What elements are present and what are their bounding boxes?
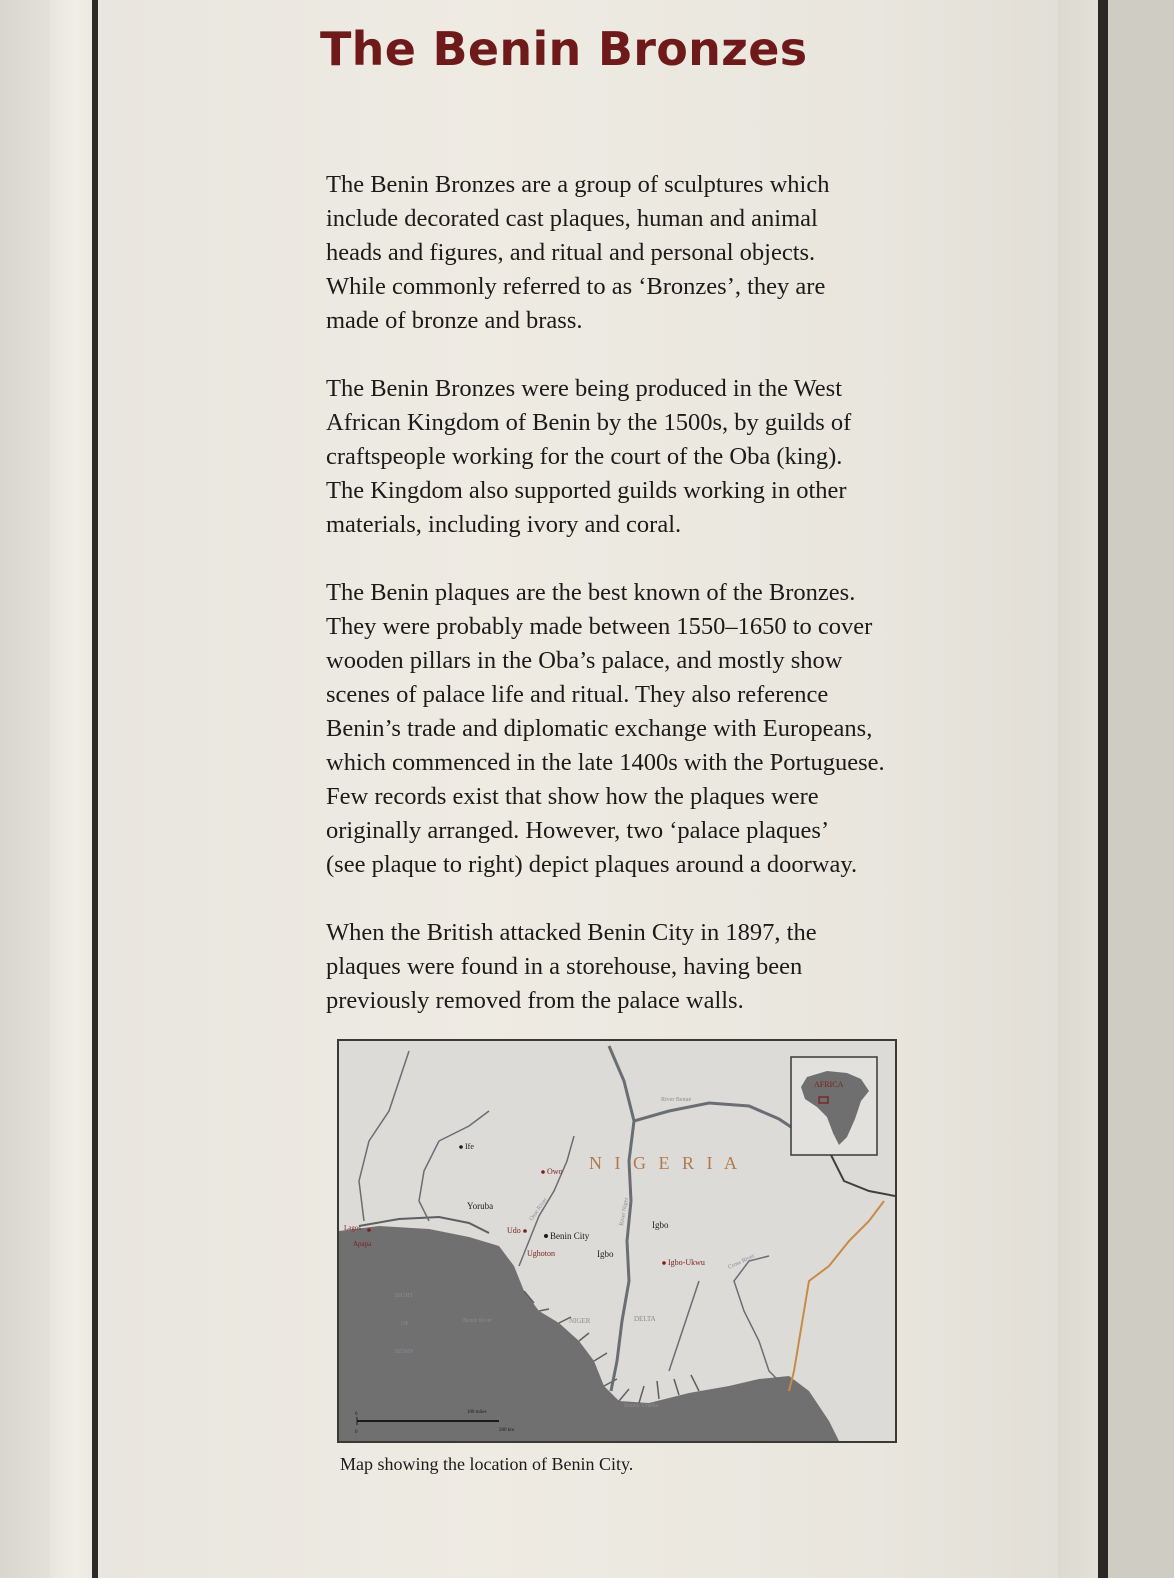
text-line: wooden pillars in the Oba’s palace, and mostly show xyxy=(326,647,843,674)
frame-edge-right xyxy=(1058,0,1098,1578)
text-line: The Benin Bronzes are a group of sculptures which xyxy=(326,171,830,198)
text-line: originally arranged. However, two ‘palace plaques’ xyxy=(326,817,830,844)
place-igbo-ukwu: Igbo-Ukwu xyxy=(668,1258,705,1267)
inset-label: AFRICA xyxy=(814,1080,844,1089)
text-line: materials, including ivory and coral. xyxy=(326,511,682,538)
label-river-benue: River Benue xyxy=(661,1097,692,1103)
text-line: craftspeople working for the court of the Oba (king). xyxy=(326,443,843,470)
place-apapa: Apapa xyxy=(353,1240,372,1248)
text-line: which commenced in the late 1400s with the Portuguese. xyxy=(326,749,885,776)
text-line: African Kingdom of Benin by the 1500s, by guilds of xyxy=(326,409,852,436)
text-line: Benin’s trade and diplomatic exchange with Europeans, xyxy=(326,715,873,742)
label-cross-river: Cross River xyxy=(727,1253,756,1271)
border-line xyxy=(789,1201,884,1391)
scale-zero-top: 0 xyxy=(355,1412,358,1417)
text-line: The Benin plaques are the best known of the Bronzes. xyxy=(326,579,856,606)
text-line: made of bronze and brass. xyxy=(326,307,583,334)
place-owo: Owo xyxy=(547,1167,563,1176)
region-yoruba: Yoruba xyxy=(467,1201,494,1211)
river-cross-path xyxy=(734,1256,779,1381)
paragraph-2 xyxy=(326,372,966,542)
paragraph-1 xyxy=(326,168,966,338)
frame-edge-left xyxy=(50,0,92,1578)
place-ife: Ife xyxy=(465,1142,474,1151)
label-bonny-creeks: Bonny Creeks xyxy=(624,1403,659,1409)
place-dot-igbo-ukwu xyxy=(662,1261,666,1265)
place-dot-ife xyxy=(459,1145,463,1149)
country-label: N I G E R I A xyxy=(589,1153,741,1173)
river-tributary-west xyxy=(359,1051,409,1221)
text-line: The Kingdom also supported guilds working in other xyxy=(326,477,847,504)
label-bight-1: BIGHT xyxy=(395,1293,414,1299)
place-udo: Udo xyxy=(507,1226,521,1235)
wall-right xyxy=(1108,0,1174,1578)
place-dot-udo xyxy=(523,1229,527,1233)
region-igbo-west: Igbo xyxy=(597,1249,614,1259)
wall-left xyxy=(0,0,50,1578)
place-dot-benin-city xyxy=(544,1234,548,1238)
label-bight-2: OF xyxy=(401,1321,409,1327)
label-osse-river: Osse River xyxy=(528,1196,549,1223)
text-line: When the British attacked Benin City in 1897, the xyxy=(326,919,817,946)
frame-line-right xyxy=(1098,0,1108,1578)
map-svg xyxy=(339,1041,895,1441)
river-benue-path xyxy=(634,1103,794,1129)
panel-body xyxy=(326,168,966,1052)
scale-miles: 100 miles xyxy=(467,1410,487,1415)
text-line: scenes of palace life and ritual. They also reference xyxy=(326,681,829,708)
text-line: previously removed from the palace walls. xyxy=(326,987,744,1014)
place-ughoton: Ughoton xyxy=(527,1249,555,1258)
river-east-tributary xyxy=(669,1281,699,1371)
place-dot-owo xyxy=(541,1170,545,1174)
text-line: include decorated cast plaques, human and animal xyxy=(326,205,818,232)
label-benin-river: Benin River xyxy=(463,1318,493,1324)
map-caption: Map showing the location of Benin City. xyxy=(340,1454,634,1474)
text-line: Few records exist that show how the plaques were xyxy=(326,783,819,810)
label-delta-region: DELTA xyxy=(634,1315,656,1323)
place-benin-city: Benin City xyxy=(550,1231,590,1241)
text-line: plaques were found in a storehouse, having been xyxy=(326,953,803,980)
label-niger-region: NIGER xyxy=(569,1317,591,1325)
label-river-niger: River Niger xyxy=(619,1197,630,1227)
text-line: heads and figures, and ritual and personal objects. xyxy=(326,239,816,266)
scale-zero-bottom: 0 xyxy=(355,1430,358,1435)
place-dot-lagos xyxy=(367,1228,371,1232)
text-line: The Benin Bronzes were being produced in the West xyxy=(326,375,843,402)
label-bight-3: BENIN xyxy=(395,1349,414,1355)
region-igbo-east: Igbo xyxy=(652,1220,669,1230)
text-line: (see plaque to right) depict plaques around a doorway. xyxy=(326,851,858,878)
text-line: They were probably made between 1550–1650 to cover xyxy=(326,613,873,640)
panel-title: The Benin Bronzes xyxy=(320,22,808,76)
map-benin-region xyxy=(337,1039,897,1443)
paragraph-3 xyxy=(326,576,966,882)
scale-km: 200 km xyxy=(499,1428,515,1433)
text-line: While commonly referred to as ‘Bronzes’, they are xyxy=(326,273,826,300)
paragraph-4 xyxy=(326,916,966,1018)
place-lagos: Lagos xyxy=(344,1224,362,1232)
